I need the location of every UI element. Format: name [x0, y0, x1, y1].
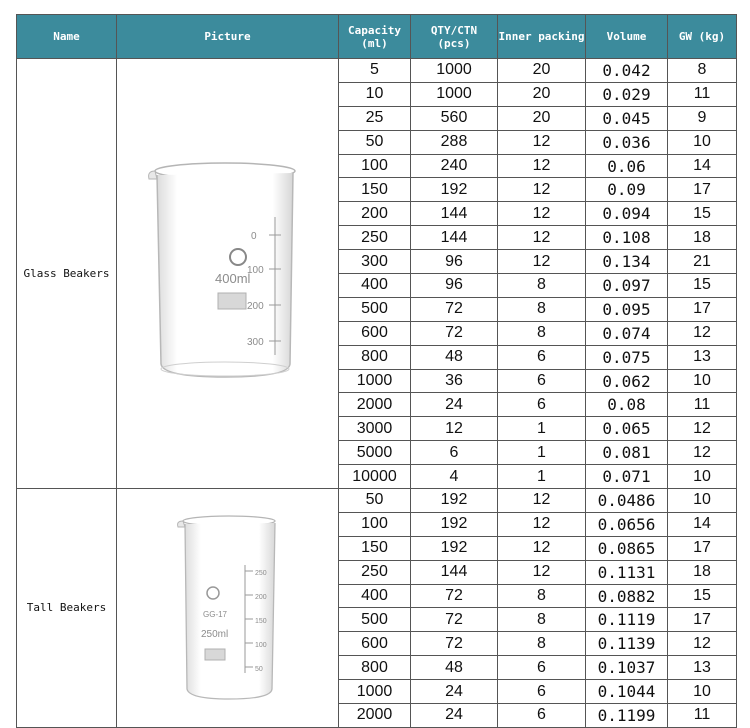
tall-mark-50: 50 [254, 665, 263, 673]
qty-cell: 24 [411, 393, 498, 417]
capacity-cell: 250 [339, 226, 411, 250]
inner-packing-cell: 6 [498, 656, 586, 680]
beaker-mark-100: 100 [246, 264, 264, 276]
qty-cell: 48 [411, 656, 498, 680]
inner-packing-cell: 12 [498, 130, 586, 154]
gw-cell: 17 [668, 536, 737, 560]
inner-packing-cell: 6 [498, 704, 586, 728]
qty-cell: 72 [411, 321, 498, 345]
volume-cell: 0.075 [586, 345, 668, 369]
capacity-cell: 1000 [339, 369, 411, 393]
volume-cell: 0.1131 [586, 560, 668, 584]
volume-cell: 0.042 [586, 59, 668, 83]
qty-cell: 192 [411, 512, 498, 536]
gw-cell: 17 [668, 608, 737, 632]
capacity-cell: 800 [339, 345, 411, 369]
header-name: Name [17, 15, 117, 59]
inner-packing-cell: 20 [498, 82, 586, 106]
volume-cell: 0.08 [586, 393, 668, 417]
gw-cell: 11 [668, 82, 737, 106]
gw-cell: 10 [668, 465, 737, 489]
capacity-cell: 50 [339, 489, 411, 513]
qty-cell: 288 [411, 130, 498, 154]
volume-cell: 0.045 [586, 106, 668, 130]
capacity-cell: 1000 [339, 680, 411, 704]
product-name-cell: Glass Beakers [17, 59, 117, 489]
tall-mark-100: 100 [254, 641, 267, 649]
qty-cell: 72 [411, 297, 498, 321]
table-body [17, 59, 737, 728]
capacity-cell: 200 [339, 202, 411, 226]
capacity-cell: 500 [339, 608, 411, 632]
gw-cell: 10 [668, 680, 737, 704]
volume-cell: 0.134 [586, 250, 668, 274]
qty-cell: 36 [411, 369, 498, 393]
qty-cell: 192 [411, 489, 498, 513]
volume-cell: 0.095 [586, 297, 668, 321]
capacity-cell: 2000 [339, 393, 411, 417]
inner-packing-cell: 6 [498, 393, 586, 417]
inner-packing-cell: 1 [498, 465, 586, 489]
gw-cell: 10 [668, 489, 737, 513]
product-picture-cell [117, 489, 339, 728]
qty-cell: 12 [411, 417, 498, 441]
tall-mark-250: 250 [254, 569, 267, 577]
inner-packing-cell: 8 [498, 321, 586, 345]
inner-packing-cell: 8 [498, 297, 586, 321]
qty-cell: 6 [411, 441, 498, 465]
gw-cell: 12 [668, 417, 737, 441]
volume-cell: 0.09 [586, 178, 668, 202]
inner-packing-cell: 1 [498, 417, 586, 441]
inner-packing-cell: 8 [498, 584, 586, 608]
volume-cell: 0.097 [586, 274, 668, 298]
glass-beaker-400ml-icon [143, 159, 313, 389]
capacity-cell: 5 [339, 59, 411, 83]
qty-cell: 240 [411, 154, 498, 178]
qty-cell: 192 [411, 178, 498, 202]
capacity-cell: 500 [339, 297, 411, 321]
tall-mark-150: 150 [254, 617, 267, 625]
capacity-cell: 5000 [339, 441, 411, 465]
inner-packing-cell: 6 [498, 369, 586, 393]
inner-packing-cell: 6 [498, 680, 586, 704]
capacity-cell: 600 [339, 632, 411, 656]
gw-cell: 10 [668, 130, 737, 154]
gw-cell: 14 [668, 512, 737, 536]
header-inner-packing: Inner packing [498, 15, 586, 59]
gw-cell: 9 [668, 106, 737, 130]
inner-packing-cell: 1 [498, 441, 586, 465]
table-header [17, 15, 737, 59]
inner-packing-cell: 12 [498, 202, 586, 226]
volume-cell: 0.1199 [586, 704, 668, 728]
beaker-mark-300: 300 [246, 336, 264, 348]
inner-packing-cell: 12 [498, 154, 586, 178]
gw-cell: 10 [668, 369, 737, 393]
gw-cell: 15 [668, 202, 737, 226]
qty-cell: 72 [411, 608, 498, 632]
table-row [17, 489, 737, 513]
gw-cell: 11 [668, 704, 737, 728]
volume-cell: 0.036 [586, 130, 668, 154]
volume-cell: 0.0865 [586, 536, 668, 560]
capacity-cell: 100 [339, 154, 411, 178]
capacity-cell: 10000 [339, 465, 411, 489]
gw-cell: 17 [668, 178, 737, 202]
tall-mark-200: 200 [254, 593, 267, 601]
qty-cell: 24 [411, 704, 498, 728]
gw-cell: 21 [668, 250, 737, 274]
qty-cell: 24 [411, 680, 498, 704]
header-qty: QTY/CTN (pcs) [411, 15, 498, 59]
capacity-cell: 3000 [339, 417, 411, 441]
capacity-cell: 50 [339, 130, 411, 154]
gw-cell: 12 [668, 441, 737, 465]
table-row [17, 59, 737, 83]
qty-cell: 72 [411, 632, 498, 656]
qty-cell: 96 [411, 250, 498, 274]
inner-packing-cell: 8 [498, 632, 586, 656]
volume-cell: 0.071 [586, 465, 668, 489]
capacity-cell: 300 [339, 250, 411, 274]
volume-cell: 0.108 [586, 226, 668, 250]
gw-cell: 13 [668, 656, 737, 680]
volume-cell: 0.1044 [586, 680, 668, 704]
volume-cell: 0.094 [586, 202, 668, 226]
capacity-cell: 600 [339, 321, 411, 345]
capacity-cell: 150 [339, 536, 411, 560]
inner-packing-cell: 8 [498, 608, 586, 632]
volume-cell: 0.0486 [586, 489, 668, 513]
inner-packing-cell: 12 [498, 560, 586, 584]
gw-cell: 15 [668, 584, 737, 608]
beaker-mark-0: 0 [250, 230, 257, 242]
inner-packing-cell: 20 [498, 106, 586, 130]
product-name-cell: Tall Beakers [17, 489, 117, 728]
capacity-cell: 250 [339, 560, 411, 584]
gw-cell: 13 [668, 345, 737, 369]
volume-cell: 0.0882 [586, 584, 668, 608]
gw-cell: 18 [668, 226, 737, 250]
tall-beaker-250ml-icon [173, 513, 283, 703]
capacity-cell: 150 [339, 178, 411, 202]
inner-packing-cell: 8 [498, 274, 586, 298]
volume-cell: 0.1119 [586, 608, 668, 632]
tall-model-label: GG-17 [202, 609, 227, 619]
gw-cell: 11 [668, 393, 737, 417]
header-gw: GW (kg) [668, 15, 737, 59]
header-picture: Picture [117, 15, 339, 59]
inner-packing-cell: 12 [498, 536, 586, 560]
volume-cell: 0.1139 [586, 632, 668, 656]
qty-cell: 560 [411, 106, 498, 130]
volume-cell: 0.0656 [586, 512, 668, 536]
gw-cell: 17 [668, 297, 737, 321]
header-capacity: Capacity (ml) [339, 15, 411, 59]
qty-cell: 1000 [411, 82, 498, 106]
gw-cell: 18 [668, 560, 737, 584]
qty-cell: 144 [411, 226, 498, 250]
header-volume: Volume [586, 15, 668, 59]
qty-cell: 4 [411, 465, 498, 489]
inner-packing-cell: 12 [498, 250, 586, 274]
capacity-cell: 10 [339, 82, 411, 106]
capacity-cell: 100 [339, 512, 411, 536]
capacity-cell: 400 [339, 584, 411, 608]
volume-cell: 0.081 [586, 441, 668, 465]
inner-packing-cell: 12 [498, 178, 586, 202]
gw-cell: 12 [668, 632, 737, 656]
capacity-cell: 2000 [339, 704, 411, 728]
inner-packing-cell: 20 [498, 59, 586, 83]
gw-cell: 14 [668, 154, 737, 178]
qty-cell: 96 [411, 274, 498, 298]
volume-cell: 0.074 [586, 321, 668, 345]
gw-cell: 15 [668, 274, 737, 298]
inner-packing-cell: 12 [498, 226, 586, 250]
volume-cell: 0.029 [586, 82, 668, 106]
capacity-cell: 800 [339, 656, 411, 680]
gw-cell: 8 [668, 59, 737, 83]
beaker-mark-200: 200 [246, 300, 264, 312]
qty-cell: 1000 [411, 59, 498, 83]
beaker-spec-table [16, 14, 737, 728]
beaker-volume-label: 400ml [214, 270, 250, 286]
qty-cell: 72 [411, 584, 498, 608]
qty-cell: 144 [411, 560, 498, 584]
gw-cell: 12 [668, 321, 737, 345]
qty-cell: 48 [411, 345, 498, 369]
tall-volume-label: 250ml [200, 628, 228, 640]
volume-cell: 0.06 [586, 154, 668, 178]
volume-cell: 0.1037 [586, 656, 668, 680]
qty-cell: 192 [411, 536, 498, 560]
volume-cell: 0.062 [586, 369, 668, 393]
capacity-cell: 400 [339, 274, 411, 298]
inner-packing-cell: 12 [498, 512, 586, 536]
product-picture-cell [117, 59, 339, 489]
volume-cell: 0.065 [586, 417, 668, 441]
inner-packing-cell: 12 [498, 489, 586, 513]
inner-packing-cell: 6 [498, 345, 586, 369]
capacity-cell: 25 [339, 106, 411, 130]
qty-cell: 144 [411, 202, 498, 226]
